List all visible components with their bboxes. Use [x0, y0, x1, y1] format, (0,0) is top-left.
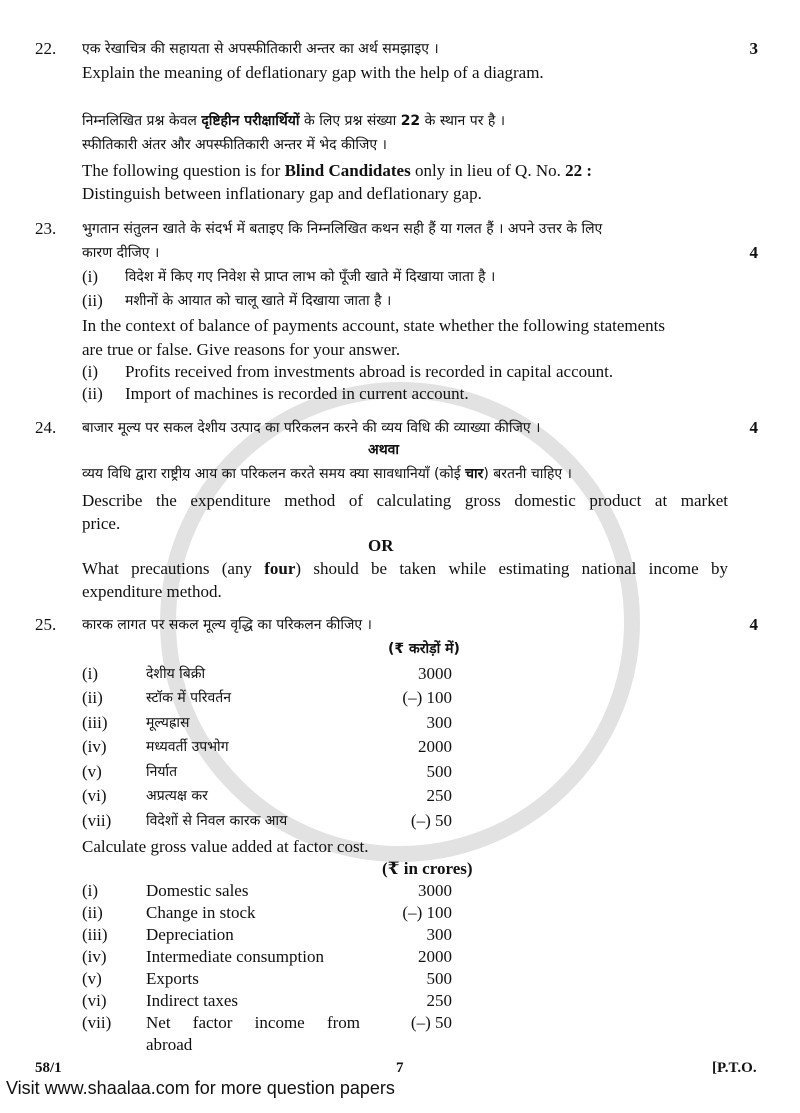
item-label: (i): [82, 362, 99, 381]
question-marks: 4: [749, 615, 758, 634]
question-english-line1: In the context of balance of payments account, state whether the following statements: [82, 316, 665, 335]
question-hindi-line2: कारण दीजिए ।: [82, 245, 160, 261]
row-value: (–) 100: [402, 688, 452, 707]
row-item-continued: abroad: [146, 1034, 193, 1054]
table-row: [35, 880, 758, 902]
unit-hindi: (₹ करोड़ों में): [388, 641, 460, 657]
question-24: [35, 417, 758, 603]
row-value: 500: [426, 761, 452, 781]
item-text: विदेश में किए गए निवेश से प्राप्त लाभ को पूँजी खाते में दिखाया जाता है ।: [125, 269, 496, 285]
visit-link[interactable]: Visit www.shaalaa.com for more question papers: [6, 1077, 395, 1098]
row-value: (–) 100: [402, 902, 452, 922]
table-row: [35, 712, 758, 734]
question-marks: 4: [749, 243, 758, 262]
row-item: Intermediate consumption: [146, 946, 324, 966]
row-item: Domestic sales: [146, 880, 249, 900]
row-label: (vii): [82, 810, 112, 830]
question-number: 23.: [35, 219, 57, 238]
row-item: Net factor income from: [146, 1012, 360, 1032]
page-number: 7: [396, 1059, 404, 1076]
row-label: (vii): [82, 1012, 112, 1032]
item-text: मशीनों के आयात को चालू खाते में दिखाया जाता है ।: [125, 293, 392, 309]
row-label: (i): [82, 880, 99, 900]
or-english: OR: [368, 536, 394, 555]
row-label: (vi): [82, 786, 107, 805]
row-item: स्टॉक में परिवर्तन: [146, 690, 231, 706]
question-hindi: कारक लागत पर सकल मूल्य वृद्धि का परिकलन कीजिए ।: [82, 617, 372, 633]
blind-question-hindi: स्फीतिकारी अंतर और अपस्फीतिकारी अन्तर में भेद कीजिए ।: [82, 137, 387, 153]
hindi-data-table: [35, 663, 758, 832]
row-item: Depreciation: [146, 924, 234, 944]
row-label: (iv): [82, 946, 107, 966]
question-hindi-line1: भुगतान संतुलन खाते के संदर्भ में बताइए कि निम्नलिखित कथन सही हैं या गलत हैं । अपने उत्तर के लिए: [82, 221, 603, 237]
table-row: [35, 810, 758, 832]
row-value: (–) 50: [410, 1012, 452, 1032]
english-data-table: [35, 880, 758, 1056]
row-label: (v): [82, 968, 102, 988]
row-label: (vi): [82, 990, 107, 1010]
page-footer: [35, 1059, 758, 1077]
table-row: [35, 924, 758, 946]
item-label: (i): [82, 267, 99, 286]
item-text: Import of machines is recorded in current account.: [125, 384, 469, 403]
table-row: [35, 761, 758, 783]
row-item: Indirect taxes: [146, 990, 239, 1010]
blind-note-english: The following question is for Blind Candidates only in lieu of Q. No. 22 :: [82, 161, 593, 180]
alt-question-english-line1: What precautions (any four) should be taken while estimating national income by: [82, 559, 728, 578]
row-item: निर्यात: [146, 763, 178, 780]
question-23: [35, 218, 758, 405]
row-value: 300: [426, 712, 452, 732]
question-25: [35, 614, 758, 1056]
row-label: (v): [82, 761, 102, 781]
or-hindi: अथवा: [368, 442, 400, 458]
question-marks: 3: [749, 39, 758, 58]
question-english: Calculate gross value added at factor cost.: [82, 836, 369, 856]
alt-question-english-line2: expenditure method.: [82, 582, 222, 601]
blind-note-hindi: निम्नलिखित प्रश्न केवल दृष्टिहीन परीक्षार्थियों के लिए प्रश्न संख्या 22 के स्थान पर है ।: [82, 113, 506, 129]
pto-label: [P.T.O.: [712, 1059, 757, 1076]
table-row: [35, 968, 758, 990]
row-item: अप्रत्यक्ष कर: [146, 788, 208, 804]
row-label: (iv): [82, 737, 107, 756]
blind-question-english: Distinguish between inflationary gap and deflationary gap.: [82, 184, 482, 203]
question-english-line2: are true or false. Give reasons for your answer.: [82, 340, 401, 359]
table-row: [35, 990, 758, 1012]
paper-code: 58/1: [35, 1059, 62, 1076]
table-row: [35, 946, 758, 968]
row-value: 250: [426, 786, 452, 805]
question-paper-page: [6, 38, 758, 1099]
item-label: (ii): [82, 291, 103, 310]
question-hindi: एक रेखाचित्र की सहायता से अपस्फीतिकारी अन्तर का अर्थ समझाइए ।: [82, 41, 439, 57]
unit-english: (₹ in crores): [382, 858, 473, 878]
row-label: (ii): [82, 902, 103, 922]
row-label: (iii): [82, 924, 108, 944]
table-row: [35, 687, 758, 709]
table-row: [35, 663, 758, 685]
row-value: 2000: [418, 737, 452, 756]
question-marks: 4: [749, 418, 758, 437]
question-english: Explain the meaning of deflationary gap with the help of a diagram.: [82, 63, 544, 82]
row-label: (iii): [82, 712, 108, 732]
row-item: Change in stock: [146, 902, 256, 922]
item-label: (ii): [82, 384, 103, 403]
row-value: 2000: [418, 946, 452, 966]
row-label: (i): [82, 663, 99, 683]
row-value: 3000: [418, 663, 452, 683]
question-number: 24.: [35, 418, 57, 437]
question-english-line1: Describe the expenditure method of calculating gross domestic product at market: [82, 491, 728, 510]
row-item: विदेशों से निवल कारक आय: [146, 812, 288, 829]
row-item: मध्यवर्ती उपभोग: [146, 739, 229, 755]
question-hindi: बाजार मूल्य पर सकल देशीय उत्पाद का परिकलन करने की व्यय विधि की व्याख्या कीजिए ।: [82, 420, 541, 436]
row-value: 500: [426, 968, 452, 988]
row-item: Exports: [146, 968, 199, 988]
alt-question-hindi: व्यय विधि द्वारा राष्ट्रीय आय का परिकलन करते समय क्या सावधानियाँ (कोई चार) बरतनी चाहिए ।: [82, 466, 572, 482]
table-row: [35, 1012, 758, 1034]
question-22: [35, 38, 758, 205]
row-item: देशीय बिक्री: [146, 665, 206, 682]
question-number: 25.: [35, 615, 57, 634]
table-row: [35, 902, 758, 924]
item-text: Profits received from investments abroad is recorded in capital account.: [125, 362, 614, 381]
row-item: मूल्यह्रास: [146, 714, 190, 731]
row-value: (–) 50: [410, 810, 452, 830]
question-english-line2: price.: [82, 514, 121, 533]
row-value: 300: [426, 924, 452, 944]
table-row: [35, 785, 758, 807]
row-value: 250: [426, 990, 452, 1010]
question-number: 22.: [35, 39, 57, 58]
row-label: (ii): [82, 688, 103, 707]
table-row: [35, 736, 758, 758]
row-value: 3000: [418, 880, 452, 900]
